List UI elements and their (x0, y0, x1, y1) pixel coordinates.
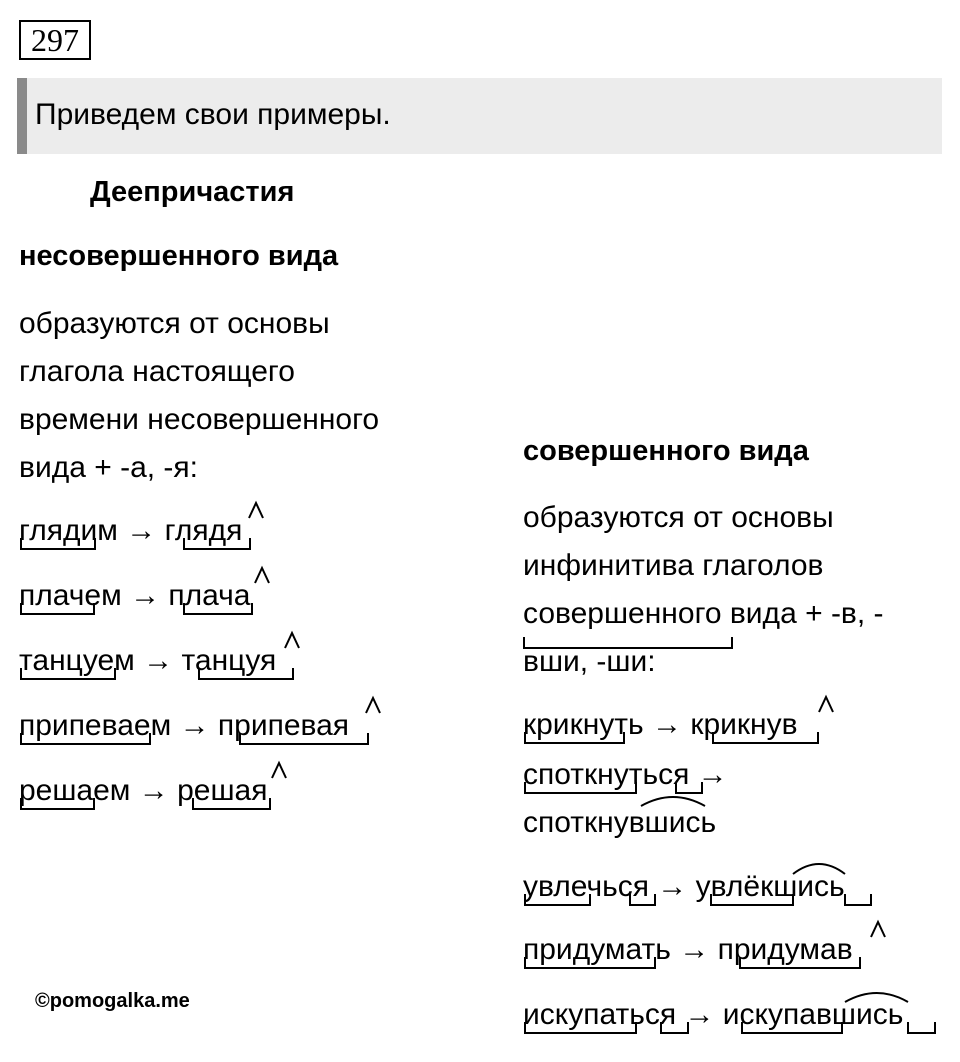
example-row (19, 644, 276, 678)
gerund-form: припевая (217, 709, 350, 742)
example-row (19, 514, 242, 548)
arrow-icon: → (143, 644, 174, 677)
suffix-caret (366, 698, 380, 713)
example-row (523, 708, 798, 742)
arrow-icon: → (679, 933, 710, 966)
example-row (19, 774, 268, 808)
suffix-caret (249, 503, 263, 518)
rule-line: вши, -ши: (523, 645, 656, 678)
arrow-icon: → (651, 708, 682, 741)
gerund-form: плача (168, 579, 251, 612)
example-row-continued (523, 806, 716, 840)
suffix-caret (272, 763, 286, 778)
exercise-number: 297 (19, 20, 91, 60)
verb-form: увлечься (523, 870, 649, 903)
verb-form: припеваем (19, 709, 172, 742)
rule-line: глагола настоящего (19, 355, 295, 388)
rule-line: образуются от основы (523, 501, 834, 534)
suffix-caret (285, 633, 299, 648)
verb-form: танцуем (19, 644, 135, 677)
example-row (19, 579, 251, 613)
arrow-icon: → (697, 758, 728, 791)
copyright-text: ©pomogalka.me (35, 990, 190, 1012)
gerund-form: увлёкшись (695, 870, 845, 903)
rule-line: времени несовершенного (19, 403, 380, 436)
example-row (523, 870, 845, 904)
example-row (19, 709, 349, 743)
rule-line: инфинитива глаголов (523, 549, 824, 582)
root-arc (641, 797, 705, 806)
suffix-caret (819, 697, 833, 712)
verb-form: крикнуть (523, 708, 644, 741)
verb-form: глядим (19, 514, 118, 547)
verb-form: решаем (19, 774, 131, 807)
perfective-title: совершенного вида (523, 435, 809, 467)
gerund-form: танцуя (181, 644, 277, 677)
arrow-icon: → (126, 514, 157, 547)
arrow-icon: → (179, 709, 210, 742)
imperfective-title: несовершенного вида (19, 240, 339, 272)
verb-form: искупаться (523, 998, 677, 1031)
stem-bracket (908, 1022, 935, 1033)
arrow-icon: → (130, 579, 161, 612)
imperfective-rule (19, 300, 379, 492)
arrow-icon: → (657, 870, 688, 903)
suffix-caret (255, 568, 269, 583)
gerund-form: искупавшись (722, 998, 904, 1031)
gerund-form: придумав (717, 933, 853, 966)
gerund-form: крикнув (690, 708, 798, 741)
gerund-form: решая (177, 774, 268, 807)
arrow-icon: → (684, 998, 715, 1031)
intro-text: Приведем свои примеры. (35, 98, 391, 131)
verb-form: споткнуться (523, 758, 690, 791)
heading: Деепричастия (90, 176, 295, 208)
example-row (523, 933, 853, 967)
gerund-form: глядя (164, 514, 243, 547)
verb-form: придумать (523, 933, 671, 966)
verb-form: плачем (19, 579, 122, 612)
gerund-form: споткнувшись (523, 806, 717, 839)
stem-bracket (845, 894, 871, 905)
suffix-caret (871, 922, 885, 937)
rule-line: совершенного вида + -в, - (523, 597, 884, 630)
example-row (523, 998, 903, 1032)
perfective-rule (523, 494, 884, 686)
example-row (523, 758, 728, 792)
rule-line: вида + -а, -я: (19, 451, 198, 484)
arrow-icon: → (138, 774, 169, 807)
rule-line: образуются от основы (19, 307, 330, 340)
